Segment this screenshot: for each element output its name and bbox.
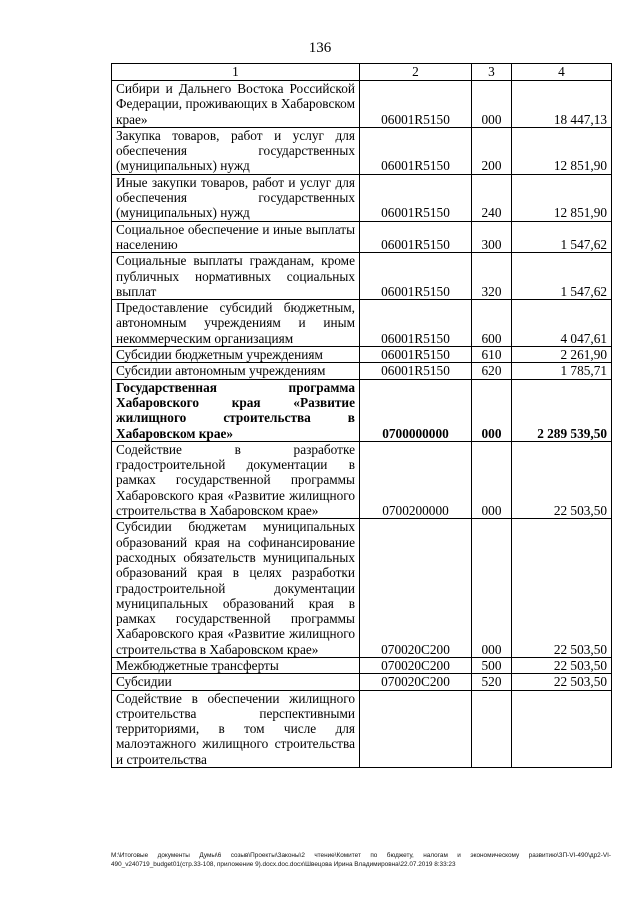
item-name: Сибири и Дальнего Востока Российской Федерации, проживающих в Хабаровском крае»	[112, 81, 360, 128]
item-name: Иные закупки товаров, работ и услуг для обеспечения государственных (муниципальных) нужд	[112, 174, 360, 221]
table-row	[112, 127, 612, 174]
expense-type: 000	[472, 81, 512, 128]
item-name: Государственная программа Хабаровского края «Развитие жилищного строительства в Хабаровском крае»	[112, 379, 360, 441]
column-header: 3	[472, 64, 512, 81]
item-amount: 1 547,62	[512, 221, 612, 253]
item-name: Субсидии автономным учреждениям	[112, 363, 360, 379]
table-row-program	[112, 379, 612, 441]
expense-type: 000	[472, 441, 512, 518]
table-row	[112, 253, 612, 300]
expense-type	[472, 690, 512, 767]
item-code: 06001R5150	[360, 347, 472, 363]
item-code: 06001R5150	[360, 81, 472, 128]
item-amount: 18 447,13	[512, 81, 612, 128]
table-row	[112, 300, 612, 347]
item-code: 06001R5150	[360, 221, 472, 253]
item-name: Субсидии бюджетным учреждениям	[112, 347, 360, 363]
table-header-row	[112, 64, 612, 81]
table-row	[112, 347, 612, 363]
table-row	[112, 174, 612, 221]
page-number: 136	[308, 40, 332, 56]
item-name: Предоставление субсидий бюджетным, автономным учреждениям и иным некоммерческим организациям	[112, 300, 360, 347]
expense-type: 200	[472, 127, 512, 174]
column-header: 2	[360, 64, 472, 81]
item-amount: 22 503,50	[512, 674, 612, 690]
item-code: 06001R5150	[360, 127, 472, 174]
expense-type: 000	[472, 519, 512, 658]
item-amount: 22 503,50	[512, 657, 612, 673]
document-path-footer: M:\Итоговые документы Думы\6 созыв\Проекты\Законы\2 чтение\Комитет по бюджету, налогам и экономическому развитию\ЗП-VI-490\др2-VI-490_v240719_budget01(стр.33-108, приложение 9).docx.doc.docx\Швецова Ирина Владимировна\22.07.2019 8:33:23	[111, 852, 611, 868]
item-code: 06001R5150	[360, 174, 472, 221]
item-amount: 22 503,50	[512, 441, 612, 518]
expense-type: 520	[472, 674, 512, 690]
item-name: Социальные выплаты гражданам, кроме публичных нормативных социальных выплат	[112, 253, 360, 300]
item-amount: 12 851,90	[512, 174, 612, 221]
item-amount: 2 289 539,50	[512, 379, 612, 441]
expense-type: 600	[472, 300, 512, 347]
item-code: 070020С200	[360, 674, 472, 690]
column-header: 1	[112, 64, 360, 81]
item-name: Содействие в разработке градостроительной документации в рамках государственной программы Хабаровского края «Развитие жилищного строительства в Хабаровском крае»	[112, 441, 360, 518]
item-name: Закупка товаров, работ и услуг для обеспечения государственных (муниципальных) нужд	[112, 127, 360, 174]
expense-type: 320	[472, 253, 512, 300]
item-amount: 12 851,90	[512, 127, 612, 174]
item-amount: 2 261,90	[512, 347, 612, 363]
column-header: 4	[512, 64, 612, 81]
item-code: 0700000000	[360, 379, 472, 441]
budget-table	[111, 63, 612, 768]
item-code: 06001R5150	[360, 253, 472, 300]
item-code: 070020С200	[360, 519, 472, 658]
expense-type: 500	[472, 657, 512, 673]
table-row	[112, 657, 612, 673]
table-row	[112, 441, 612, 518]
item-name: Межбюджетные трансферты	[112, 657, 360, 673]
expense-type: 620	[472, 363, 512, 379]
item-name: Субсидии	[112, 674, 360, 690]
item-code	[360, 690, 472, 767]
item-name: Содействие в обеспечении жилищного строительства перспективными территориями, в том числе для малоэтажного жилищного строительства и строительства	[112, 690, 360, 767]
item-name: Социальное обеспечение и иные выплаты населению	[112, 221, 360, 253]
item-amount	[512, 690, 612, 767]
expense-type: 000	[472, 379, 512, 441]
item-amount: 1 785,71	[512, 363, 612, 379]
expense-type: 240	[472, 174, 512, 221]
item-code: 06001R5150	[360, 300, 472, 347]
expense-type: 610	[472, 347, 512, 363]
table-row	[112, 674, 612, 690]
item-amount: 1 547,62	[512, 253, 612, 300]
table-row	[112, 519, 612, 658]
table-row	[112, 81, 612, 128]
item-code: 070020С200	[360, 657, 472, 673]
item-code: 06001R5150	[360, 363, 472, 379]
item-code: 0700200000	[360, 441, 472, 518]
table-row	[112, 363, 612, 379]
item-amount: 22 503,50	[512, 519, 612, 658]
table-row	[112, 221, 612, 253]
table-row	[112, 690, 612, 767]
item-name: Субсидии бюджетам муниципальных образований края на софинансирование расходных обязательств муниципальных образований края в целях разработки градостроительной документации муниципальных образований края в рамках государственной программы Хабаровского края «Развитие жилищного строительства в Хабаровском крае»	[112, 519, 360, 658]
item-amount: 4 047,61	[512, 300, 612, 347]
expense-type: 300	[472, 221, 512, 253]
